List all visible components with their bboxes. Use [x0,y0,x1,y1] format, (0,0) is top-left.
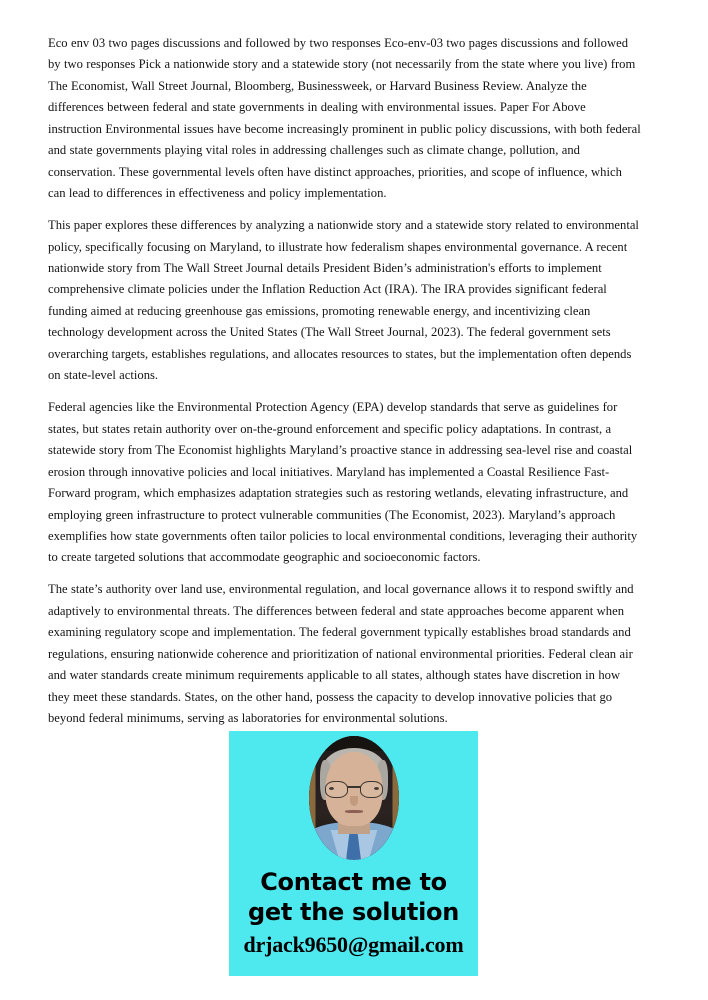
contact-email[interactable]: drjack9650@gmail.com [243,932,464,957]
nose-shape [350,796,358,806]
portrait-photo-icon [309,736,399,860]
contact-overlay-card[interactable] [229,731,478,976]
contact-headline-line-2: get the solution [247,898,460,926]
glasses-bridge [347,786,361,788]
paragraph-3: Federal agencies like the Environmental Protection Agency (EPA) develop standards that serve as guidelines for states, but states retain authority over on-the-ground enforcement and specific policy adaptations. In contrast, a statewide story from The Economist highlights Maryland’s proactive stance in addressing sea-level rise and coastal erosion through innovative policies and local initiatives. Maryland has implemented a Coastal Resilience Fast-Forward program, which emphasizes adaptation strategies such as restoring wetlands, elevating infrastructure, and employing green infrastructure to protect vulnerable communities (The Economist, 2023). Maryland’s approach exemplifies how state governments often tailor policies to local environmental conditions, leveraging their authority to create targeted solutions that accommodate geographic and socioeconomic factors. [48,400,638,565]
glasses-lens-right [360,781,383,798]
contact-headline-line-1: Contact me to [260,868,447,896]
paragraph-2: This paper explores these differences by analyzing a nationwide story and a statewide story related to environmental policy, specifically focusing on Maryland, to illustrate how federalism shapes environmental governance. A recent nationwide story from The Wall Street Journal details President Biden’s administration's efforts to implement comprehensive climate policies under the Inflation Reduction Act (IRA). The IRA provides significant federal funding aimed at reducing greenhouse gas emissions, promoting renewable energy, and incentivizing clean technology development across the United States (The Wall Street Journal, 2023). The federal government sets overarching targets, establishes regulations, and allocates resources to states, but the implementation often depends on state-level actions. [48,218,639,383]
glasses-lens-left [325,781,348,798]
avatar [309,736,399,860]
document-body [48,33,642,730]
glasses-icon [325,781,383,797]
paragraph-1: Eco env 03 two pages discussions and followed by two responses Eco-env-03 two pages discussions and followed by two responses Pick a nationwide story and a statewide story (not necessarily from the state where you live) from The Economist, Wall Street Journal, Bloomberg, Businessweek, or Harvard Business Review. Analyze the differences between federal and state governments in dealing with environmental issues. Paper For Above instruction Environmental issues have become increasingly prominent in public policy discussions, with both federal and state governments playing vital roles in addressing challenges such as climate change, pollution, and conservation. These governmental levels often have distinct approaches, priorities, and scope of influence, which can lead to differences in effectiveness and policy implementation. [48,36,641,201]
mouth-shape [345,810,363,813]
paragraph-4: The state’s authority over land use, environmental regulation, and local governance allows it to respond swiftly and adaptively to environmental threats. The differences between federal and state approaches become apparent when examining regulatory scope and implementation. The federal government typically establishes broad standards and regulations, ensuring nationwide coherence and prioritization of national environmental priorities. Federal clean air and water standards create minimum requirements applicable to all states, although states have discretion in how they meet these standards. States, on the other hand, possess the capacity to develop innovative policies that go beyond federal minimums, serving as laboratories for environmental solutions. [48,582,634,726]
forehead-shape [332,762,376,780]
